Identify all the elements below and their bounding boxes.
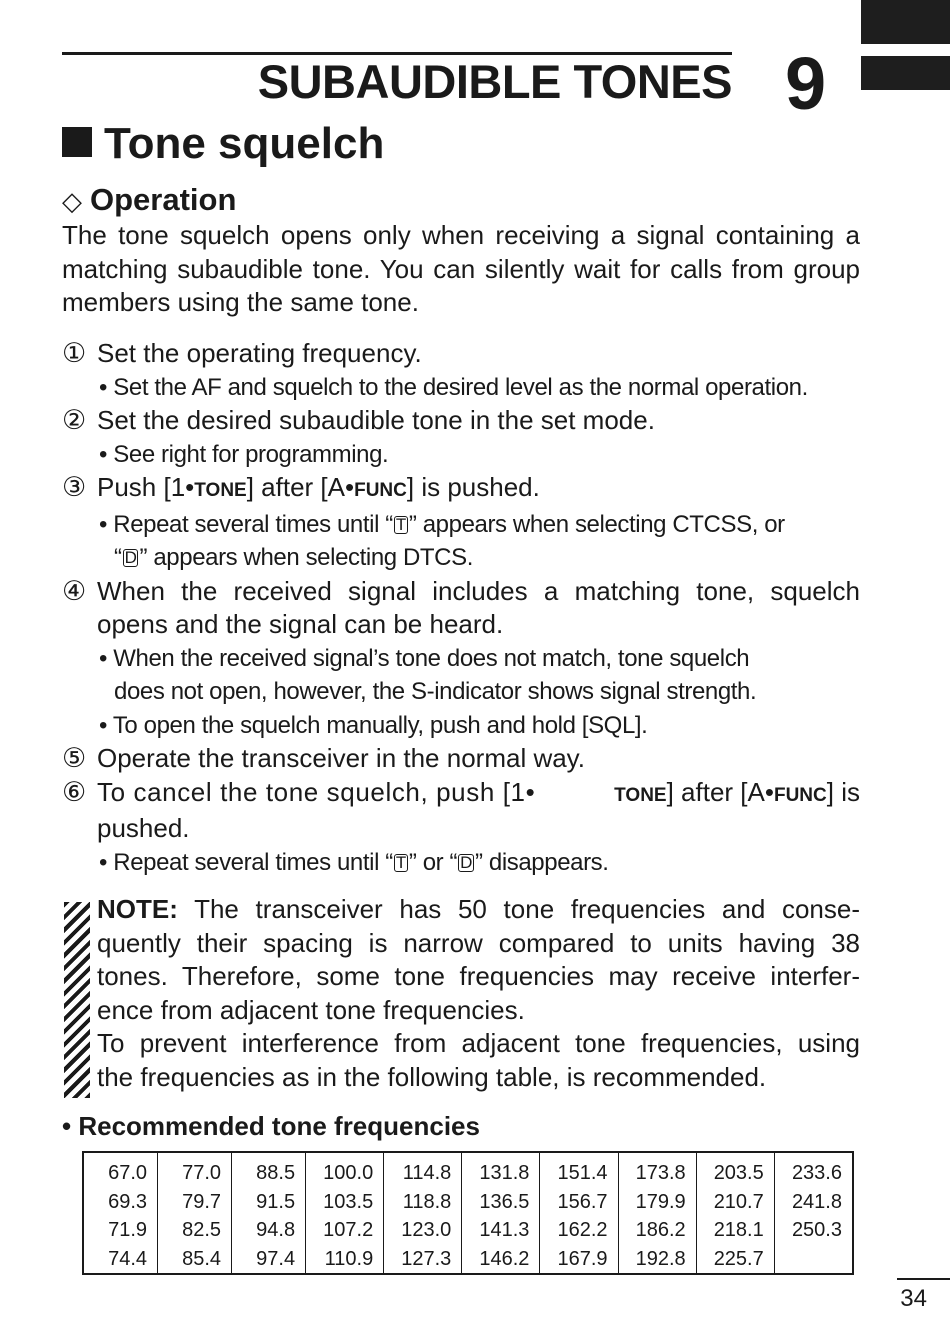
table-cell: 192.8	[635, 1247, 686, 1270]
note-line: tones. Therefore, some tone frequencies may receive interfer-	[97, 961, 860, 991]
step-number: ④	[62, 575, 87, 606]
table-cell: 233.6	[791, 1162, 842, 1184]
step-bullet-continuation: does not open, however, the S-indicator shows signal strength.	[114, 678, 757, 705]
table-cell: 100.0	[323, 1162, 374, 1184]
table-column	[232, 1152, 306, 1274]
table-cell: 103.5	[323, 1190, 374, 1213]
table-column	[83, 1152, 158, 1274]
table-column	[306, 1152, 384, 1274]
section-title	[62, 117, 384, 171]
bullet-text-part: ” disappears.	[475, 848, 609, 876]
table-column	[696, 1152, 774, 1274]
operation-heading-text: Operation	[90, 182, 237, 217]
intro-line: The tone squelch opens only when receiving a signal containing a	[62, 220, 860, 250]
step-text-part: Push [1•	[97, 472, 195, 502]
step-text-part: To cancel the tone squelch, push [1•	[97, 776, 536, 807]
func-key-label: FUNC	[354, 480, 407, 501]
step-text-part: ] after [A•	[666, 776, 774, 807]
step-text: pushed.	[97, 813, 190, 843]
step-number: ⑥	[62, 776, 87, 807]
table-cell: 131.8	[479, 1162, 530, 1184]
step-bullet: • When the received signal’s tone does not match, tone squelch	[99, 644, 750, 672]
table-cell: 123.0	[401, 1219, 452, 1241]
table-cell: 162.2	[557, 1219, 608, 1241]
table-cell: 203.5	[713, 1162, 764, 1184]
step-text-group	[614, 776, 860, 813]
step-1	[62, 337, 860, 404]
note-line	[97, 893, 860, 927]
page-number: 34	[900, 1285, 927, 1312]
note-label: NOTE:	[97, 894, 178, 924]
table-cell: 151.4	[557, 1162, 608, 1184]
table-cell: 97.4	[256, 1247, 296, 1270]
dtcs-tone-icon: D	[460, 852, 473, 872]
step-text	[97, 471, 860, 508]
bullet-text-part: ” appears when selecting DTCS.	[139, 544, 473, 571]
table-column	[462, 1152, 540, 1274]
step-number: ⑤	[62, 743, 87, 773]
table-cell: 127.3	[401, 1247, 452, 1270]
table-row	[83, 1152, 853, 1274]
note-line: quently their spacing is narrow compared to units having 38	[97, 927, 860, 958]
step-5	[62, 742, 860, 776]
step-bullet	[97, 846, 860, 880]
table-cell: 118.8	[402, 1190, 452, 1213]
table-cell: 146.2	[479, 1247, 530, 1270]
step-6	[62, 776, 860, 880]
note-line: the frequencies as in the following table, is recommended.	[97, 1061, 767, 1092]
table-cell: 186.2	[635, 1219, 686, 1241]
step-text	[97, 776, 860, 813]
table-cell: 107.2	[323, 1219, 374, 1241]
note-hatch-marker	[64, 902, 90, 1098]
table-cell: 250.3	[791, 1219, 842, 1241]
note-line: To prevent interference from adjacent tone frequencies, using	[97, 1028, 860, 1058]
step-text: opens and the signal can be heard.	[97, 609, 504, 639]
table-cell: 71.9	[108, 1219, 148, 1241]
table-column	[618, 1152, 696, 1274]
table-cell: 241.8	[791, 1190, 842, 1213]
table-cell: 156.7	[557, 1190, 608, 1213]
chapter-tab-lower	[861, 56, 950, 90]
ctcss-tone-icon: T	[395, 514, 406, 534]
note-text: The transceiver has 50 tone frequencies and conse-	[177, 894, 860, 924]
dtcs-tone-icon: D	[124, 548, 137, 567]
chapter-tab-upper	[861, 0, 950, 44]
table-cell: 88.5	[256, 1162, 296, 1184]
footer-rule	[897, 1278, 950, 1280]
table-column	[540, 1152, 618, 1274]
intro-line: members using the same tone.	[62, 287, 419, 317]
table-cell: 173.8	[635, 1162, 686, 1184]
section-title-text: Tone squelch	[104, 119, 385, 168]
square-bullet-icon	[62, 127, 92, 157]
step-number: ①	[62, 338, 87, 368]
table-column	[158, 1152, 232, 1274]
table-cell: 110.9	[324, 1247, 374, 1270]
table-cell: 94.8	[256, 1219, 296, 1241]
table-cell: 210.7	[713, 1190, 764, 1213]
table-column	[774, 1152, 853, 1274]
table-heading: • Recommended tone frequencies	[62, 1111, 480, 1141]
table-cell: 85.4	[182, 1247, 222, 1270]
step-bullet	[97, 508, 860, 542]
note-line: ence from adjacent tone frequencies.	[97, 994, 525, 1025]
table-cell: 67.0	[108, 1162, 148, 1184]
bullet-text-part: “	[114, 544, 122, 571]
step-text: When the received signal includes a matching tone, squelch	[97, 575, 860, 606]
step-number: ③	[62, 472, 87, 502]
step-2	[62, 404, 860, 471]
tone-key-label: TONE	[614, 784, 667, 806]
table-cell: 167.9	[557, 1247, 608, 1270]
table-cell: 141.3	[479, 1219, 530, 1241]
chapter-title: SUBAUDIBLE TONES	[257, 55, 732, 108]
tone-frequency-table	[82, 1151, 854, 1275]
step-list	[62, 337, 860, 879]
step-4	[62, 575, 860, 743]
table-cell: 69.3	[108, 1190, 148, 1213]
chapter-number: 9	[785, 42, 827, 125]
step-bullet: • See right for programming.	[99, 440, 389, 468]
table-cell: 225.7	[713, 1247, 764, 1270]
step-text: Operate the transceiver in the normal way.	[97, 743, 585, 773]
table-cell: 74.4	[108, 1247, 148, 1270]
operation-heading	[62, 180, 236, 221]
table-cell: 179.9	[635, 1190, 686, 1213]
table-cell: 136.5	[479, 1190, 530, 1213]
bullet-text-part: ” appears when selecting CTCSS, or	[408, 510, 785, 538]
bullet-text-part: • Repeat several times until “	[99, 510, 393, 538]
table-cell: 79.7	[182, 1190, 222, 1213]
step-3	[62, 471, 860, 575]
step-text: Set the operating frequency.	[97, 338, 422, 368]
step-text-part: ] is	[826, 776, 860, 807]
func-key-label: FUNC	[773, 784, 827, 806]
step-text-part: ] is pushed.	[406, 472, 540, 502]
intro-paragraph	[62, 219, 860, 320]
ctcss-tone-icon: T	[395, 852, 406, 872]
bullet-text-part: ” or “	[408, 848, 458, 876]
step-text-part: ] after [A•	[246, 472, 355, 502]
table-column	[384, 1152, 462, 1274]
table-cell: 82.5	[182, 1219, 222, 1241]
table-cell: 77.0	[182, 1162, 222, 1184]
tone-key-label: TONE	[194, 480, 247, 501]
note-box	[97, 893, 860, 1094]
step-number: ②	[62, 405, 87, 435]
intro-line: matching subaudible tone. You can silently wait for calls from group	[62, 253, 860, 284]
step-bullet: • Set the AF and squelch to the desired level as the normal operation.	[99, 373, 808, 401]
step-text: Set the desired subaudible tone in the set mode.	[97, 405, 655, 435]
table-cell: 114.8	[402, 1162, 452, 1184]
step-bullet: • To open the squelch manually, push and hold [SQL].	[99, 711, 648, 739]
diamond-icon: ◇	[62, 186, 82, 216]
bullet-text-part: • Repeat several times until “	[99, 848, 393, 876]
table-cell: 91.5	[256, 1190, 296, 1213]
table-cell: 218.1	[713, 1219, 764, 1241]
step-bullet-continuation	[97, 541, 860, 575]
